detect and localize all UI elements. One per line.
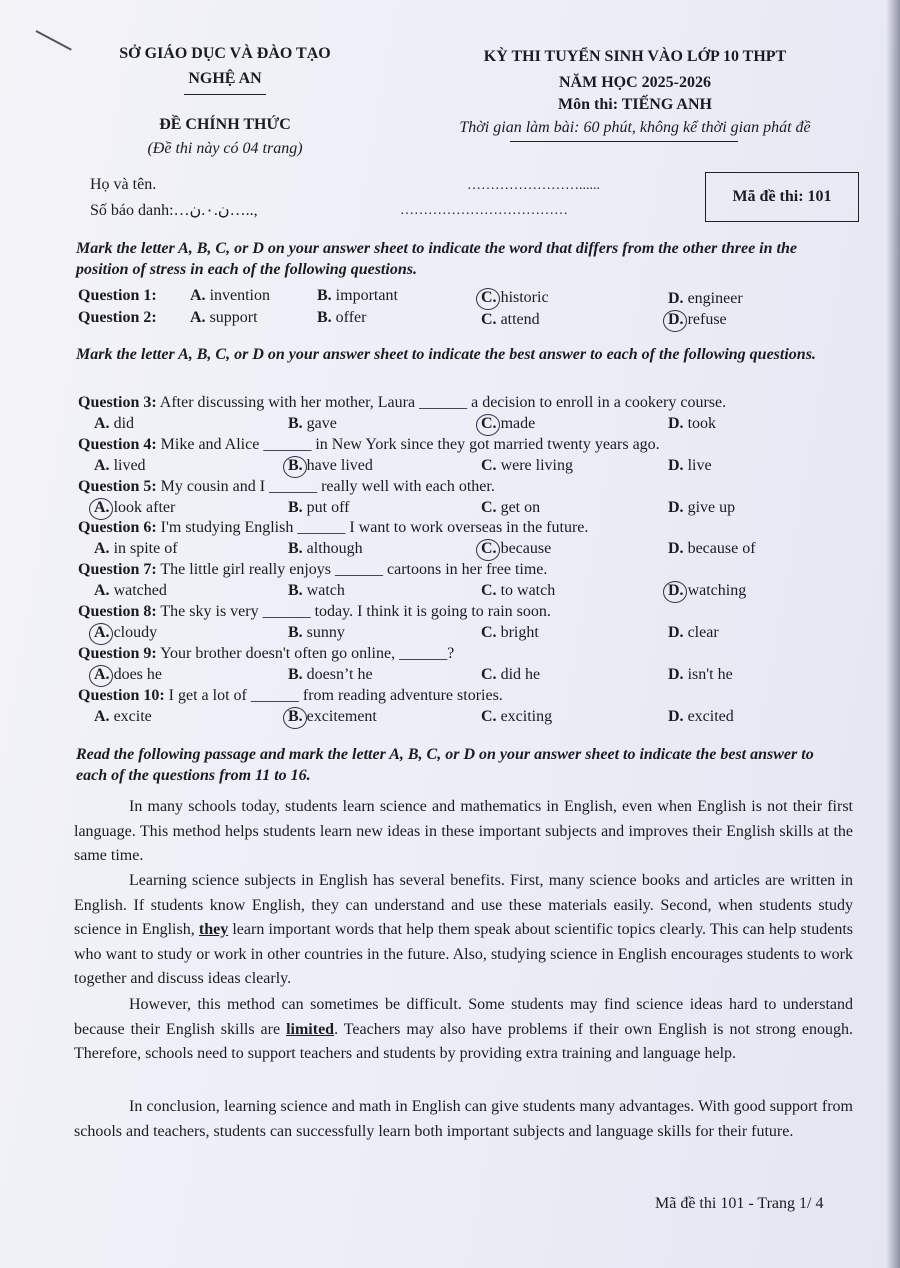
q5-option-d: D. give up (668, 498, 736, 516)
answer-circle (663, 310, 687, 332)
question-7: Question 7: The little girl really enjoys ______ cartoons in her free time. (78, 561, 548, 579)
q2-option-b: B. offer (317, 309, 367, 326)
q5-option-c: C. get on (481, 498, 541, 516)
q1-option-b: B. important (317, 287, 398, 304)
passage-paragraph-4: In conclusion, learning science and math in English can give students many advantages. With good support from schools and teachers, students can successfully learn both important subjects and language skills for their future. (74, 1098, 853, 1140)
question-3: Question 3: After discussing with her mother, Laura ______ a decision to enroll in a cookery course. (78, 394, 727, 411)
q4-option-d: D. live (668, 456, 712, 474)
q9-option-c: C. did he (481, 665, 541, 683)
answer-circle (476, 288, 500, 310)
page-footer: Mã đề thi 101 - Trang 1/ 4 (655, 1195, 824, 1212)
q9-option-a: A. does he (94, 666, 162, 684)
department-name: SỞ GIÁO DỤC VÀ ĐÀO TẠO (119, 45, 331, 62)
q3-option-a: A. did (94, 415, 135, 432)
underlined-word-limited: limited (286, 1020, 335, 1038)
name-dots: ……………………...... (467, 178, 600, 193)
q10-option-b: B. excitement (288, 708, 377, 726)
question-4: Question 4: Mike and Alice ______ in New York since they got married twenty years ago. (78, 435, 660, 453)
q2-option-a: A. support (190, 309, 258, 326)
q5-option-a: A. look after (94, 499, 175, 517)
q7-option-c: C. to watch (481, 582, 556, 600)
q4-option-b: B. have lived (288, 457, 373, 475)
passage-paragraph-3: However, this method can sometimes be difficult. Some students may find science ideas hard to understand because their English skills are limited. Teachers may also have problems if their own English is not strong enough. Therefore, schools need to support teachers and students by providing extra training and language help. (74, 996, 853, 1062)
answer-circle (476, 539, 500, 561)
q6-option-b: B. although (288, 540, 363, 558)
q8-option-b: B. sunny (288, 624, 345, 641)
answer-circle (663, 581, 687, 603)
question-1-label: Question 1: (78, 287, 157, 304)
q4-option-a: A. lived (94, 456, 146, 474)
q1-option-a: A. invention (190, 287, 270, 304)
exam-code: Mã đề thi: 101 (732, 188, 832, 205)
question-9: Question 9: Your brother doesn't often go online, ______? (78, 644, 455, 662)
q7-option-d: D. watching (668, 582, 746, 600)
q6-option-a: A. in spite of (94, 540, 178, 558)
q3-option-d: D. took (668, 415, 717, 432)
time-allowed: Thời gian làm bài: 60 phút, không kể thời gian phát đề (459, 119, 811, 136)
q3-option-b: B. gave (288, 415, 337, 432)
q2-option-d: D. refuse (668, 311, 727, 329)
q8-option-a: A. cloudy (94, 624, 157, 642)
q6-option-d: D. because of (668, 540, 756, 558)
q3-option-c: C. made (481, 415, 535, 433)
q8-option-d: D. clear (668, 624, 719, 641)
q8-option-c: C. bright (481, 624, 539, 641)
q5-option-b: B. put off (288, 498, 350, 516)
exam-title: KỲ THI TUYỂN SINH VÀO LỚP 10 THPT (483, 48, 787, 65)
school-year: NĂM HỌC 2025-2026 (559, 74, 711, 91)
answer-circle (89, 665, 113, 687)
question-5: Question 5: My cousin and I ______ really well with each other. (78, 477, 495, 495)
q1-option-d: D. engineer (668, 290, 743, 307)
page-edge-shadow (886, 0, 900, 1268)
time-underline (510, 141, 738, 142)
q6-option-c: C. because (481, 540, 551, 558)
q10-option-d: D. excited (668, 707, 734, 725)
answer-circle (283, 707, 307, 729)
q1-option-c: C. historic (481, 289, 549, 307)
candidate-number-dots: ……………………………… (400, 203, 568, 218)
question-2-label: Question 2: (78, 309, 157, 326)
q10-option-c: C. exciting (481, 707, 553, 725)
subject: Môn thi: TIẾNG ANH (558, 96, 712, 113)
candidate-number-label: Số báo danh:…ن.۰.ن….., (90, 202, 258, 219)
q2-option-c: C. attend (481, 311, 540, 328)
section3-instruction: Read the following passage and mark the letter A, B, C, or D on your answer sheet to indicate the best answer to each of the questions from 11 to 16. (76, 746, 814, 784)
province-underline (184, 94, 266, 95)
q4-option-c: C. were living (481, 456, 573, 474)
q9-option-d: D. isn't he (668, 665, 733, 683)
underlined-word-they: they (198, 921, 229, 938)
answer-circle (283, 456, 307, 478)
answer-circle (476, 414, 500, 436)
section2-instruction: Mark the letter A, B, C, or D on your answer sheet to indicate the best answer to each of the following questions. (76, 346, 816, 363)
province-name: NGHỆ AN (188, 70, 262, 87)
passage-paragraph-2: Learning science subjects in English has several benefits. First, many science books and articles are written in English. If students know English, they can understand and use these materials easily. Second, when students study science in English, they learn important words that help them speak about scientific topics clearly. This can help students who want to study or work in other countries in the future. Also, studying science in English encourages students to work together and discuss ideas clearly. (74, 872, 853, 987)
section1-instruction: Mark the letter A, B, C, or D on your answer sheet to indicate the word that differs from the other three in the position of stress in each of the following questions. (76, 240, 797, 278)
pencil-mark (36, 30, 72, 51)
pages-note: (Đề thi này có 04 trang) (147, 140, 303, 157)
q9-option-b: B. doesn’t he (288, 665, 373, 683)
answer-circle (89, 623, 113, 645)
q10-option-a: A. excite (94, 707, 152, 725)
question-6: Question 6: I'm studying English ______ I want to work overseas in the future. (78, 519, 589, 537)
exam-code-box (705, 172, 859, 222)
passage-paragraph-1: In many schools today, students learn science and mathematics in English, even when English is not their first language. This method helps students learn new ideas in these important subjects and improves their English skills at the same time. (74, 798, 853, 864)
name-label: Họ và tên. (90, 176, 157, 193)
official-label: ĐỀ CHÍNH THỨC (159, 116, 291, 133)
q7-option-b: B. watch (288, 582, 345, 600)
q7-option-a: A. watched (94, 582, 167, 600)
answer-circle (89, 498, 113, 520)
question-10: Question 10: I get a lot of ______ from reading adventure stories. (78, 686, 503, 704)
question-8: Question 8: The sky is very ______ today. I think it is going to rain soon. (78, 603, 551, 620)
